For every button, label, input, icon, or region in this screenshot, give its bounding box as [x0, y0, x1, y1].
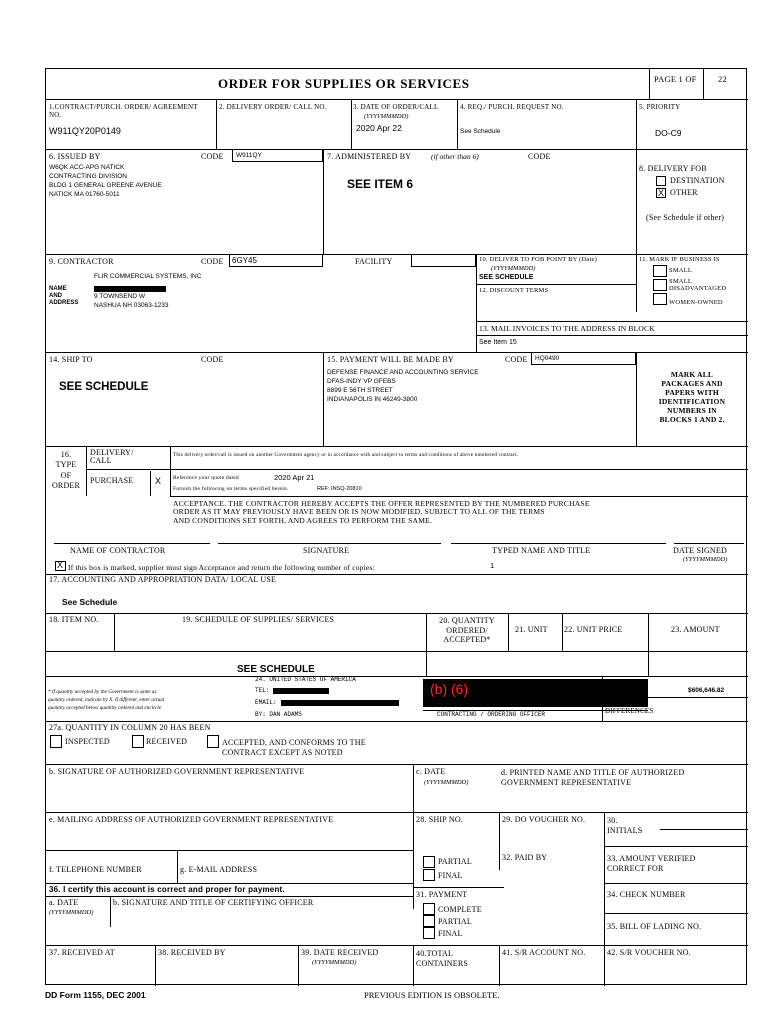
page-label: PAGE 1 OF	[654, 74, 697, 84]
request-number: See Schedule	[460, 128, 501, 135]
block31-label: 31. PAYMENT	[416, 890, 468, 899]
block5-label: 5. PRIORITY	[639, 103, 681, 111]
block9-label: 9. CONTRACTOR	[49, 257, 114, 266]
disadvantaged-label: SMALL DISADVANTAGED	[669, 278, 727, 292]
block14-code-label: CODE	[201, 355, 224, 364]
typed-name-label: TYPED NAME AND TITLE	[492, 546, 591, 555]
block25-label: 25. TOTAL	[605, 687, 645, 696]
block35-label: 35. BILL OF LADING NO.	[607, 922, 702, 931]
block19-label: 19. SCHEDULE OF SUPPLIES/ SERVICES	[182, 615, 335, 624]
facility-box	[411, 254, 476, 267]
block27g-label: g. E-MAIL ADDRESS	[180, 865, 258, 874]
block3-sub: (YYYYMMMDD)	[364, 113, 409, 120]
block1-label: 1.CONTRACT/PURCH. ORDER/ AGREEMENT NO.	[49, 103, 198, 119]
title-row	[46, 69, 748, 100]
partial-checkbox[interactable]	[423, 856, 435, 868]
delivery-call-label: DELIVERY/ CALL	[90, 448, 134, 465]
block7-label: 7. ADMINISTERED BY	[327, 152, 412, 161]
block10-sub: (YYYYMMMDD)	[491, 265, 536, 272]
block20-label: 20. QUANTITY ORDERED/ ACCEPTED*	[439, 616, 495, 645]
fob-note: (See Schedule if other)	[646, 213, 725, 222]
mail-invoices-to: See Item 15	[479, 339, 517, 346]
accepted-label: ACCEPTED, AND CONFORMS TO THE CONTRACT EXCEPT AS NOTED	[222, 738, 366, 757]
form-identifier: DD Form 1155, DEC 2001	[45, 990, 146, 1000]
dd-form-1155	[45, 68, 747, 985]
received-checkbox[interactable]	[132, 735, 144, 748]
block36a-sub: (YYYYMMMDD)	[49, 909, 94, 916]
block11-label: 11. MARK IF BUSINESS IS	[639, 256, 720, 263]
mark-all-packages: MARK ALL PACKAGES AND PAPERS WITH IDENTIFICATION NUMBERS IN BLOCKS 1 AND 2.	[658, 370, 726, 424]
accepted-checkbox[interactable]	[207, 735, 219, 748]
complete-label: COMPLETE	[438, 905, 482, 914]
block15-code-label: CODE	[505, 355, 528, 364]
redaction-bar	[94, 286, 166, 292]
issuer-line-3: BLDG 1 GENERAL GREENE AVENUE	[49, 182, 162, 189]
small-label: SMALL	[669, 267, 693, 274]
received-label: RECEIVED	[146, 737, 188, 746]
block17-label: 17. ACCOUNTING AND APPROPRIATION DATA/ LOCAL USE	[49, 575, 277, 584]
schedule-of-supplies: SEE SCHEDULE	[237, 664, 315, 675]
order-date: 2020 Apr 22	[356, 123, 402, 133]
block27c-sub: (YYYYMMMDD)	[424, 779, 469, 786]
payment-final-checkbox[interactable]	[423, 927, 435, 939]
block14-label: 14. SHIP TO	[49, 355, 93, 364]
payer-line-2: DFAS-INDY VP GFEBS	[327, 378, 396, 385]
block29-label: 29. DO VOUCHER NO.	[502, 815, 586, 824]
date-signed-label: DATE SIGNED	[673, 546, 727, 555]
purchase-label: PURCHASE	[90, 476, 134, 485]
delivery-call-text: This delivery order/call is issued on another Government agency or in accordance with and subject to terms and conditions of above numbered contract.	[173, 452, 519, 458]
facility-label: FACILITY	[355, 257, 393, 266]
block37-label: 37. RECEIVED AT	[49, 948, 115, 957]
payment-partial-label: PARTIAL	[438, 917, 472, 926]
ordering-officer-role: CONTRACTING / ORDERING OFFICER	[437, 711, 546, 718]
quote-date: 2020 Apr 21	[274, 473, 315, 482]
email-redaction	[281, 700, 399, 706]
form-title: ORDER FOR SUPPLIES OR SERVICES	[218, 76, 470, 91]
date-signed-sub: (YYYYMMMDD)	[683, 556, 728, 563]
contract-number: W911QY20P0149	[49, 126, 121, 136]
administered-by: SEE ITEM 6	[347, 177, 414, 191]
small-checkbox[interactable]	[653, 265, 667, 277]
block12-label: 12. DISCOUNT TERMS	[479, 287, 549, 294]
block39-label: 39. DATE RECEIVED	[301, 948, 379, 957]
block33-label: 33. AMOUNT VERIFIED CORRECT FOR	[607, 854, 696, 874]
block36-label: 36. I certify this account is correct and proper for payment.	[49, 885, 285, 894]
payer-line-4: INDIANAPOLIS IN 46249-3800	[327, 396, 418, 403]
block27d-label: d. PRINTED NAME AND TITLE OF AUTHORIZED GOVERNMENT REPRESENTATIVE	[501, 768, 685, 787]
block40-label: 40.TOTAL CONTAINERS	[416, 949, 469, 969]
block6-code-label: CODE	[201, 152, 224, 161]
block27e-label: e. MAILING ADDRESS OF AUTHORIZED GOVERNMENT REPRESENTATIVE	[49, 815, 334, 824]
destination-checkbox[interactable]	[656, 176, 666, 186]
issuer-line-1: W6QK ACC-APG NATICK	[49, 164, 125, 171]
accounting-data: See Schedule	[62, 597, 118, 607]
block41-label: 41. S/R ACCOUNT NO.	[502, 948, 586, 957]
block42-label: 42. S/R VOUCHER NO.	[607, 948, 691, 957]
payment-partial-checkbox[interactable]	[423, 915, 435, 927]
tel-redaction	[273, 688, 329, 694]
contractor-address-2: NASHUA NH 03063-1233	[94, 302, 169, 309]
type-of-order-label: 16. TYPE OF ORDER	[51, 450, 81, 491]
obsolete-notice: PREVIOUS EDITION IS OBSOLETE.	[364, 990, 500, 1000]
destination-label: DESTINATION	[670, 176, 725, 185]
block3-label: 3. DATE OF ORDER/CALL	[353, 103, 439, 111]
block13-label: 13. MAIL INVOICES TO THE ADDRESS IN BLOCK	[479, 324, 655, 333]
block27-label: 27a. QUANTITY IN COLUMN 20 HAS BEEN	[49, 723, 211, 732]
purchase-mark: X	[155, 476, 162, 486]
signature-label: SIGNATURE	[303, 546, 350, 555]
block34-label: 34. CHECK NUMBER	[607, 890, 686, 899]
block38-label: 38. RECEIVED BY	[158, 948, 226, 957]
block27b-label: b. SIGNATURE OF AUTHORIZED GOVERNMENT REPRESENTATIVE	[49, 767, 305, 776]
payment-code: HQ0490	[535, 355, 560, 362]
government-quantity-note: * If quantity accepted by the Government is same as quantity ordered, indicate by X. If different, enter actual quantity accepted below quantity ordered and encircle.	[48, 689, 165, 711]
payment-final-label: FINAL	[438, 929, 463, 938]
by-line: BY: DAN ADAMS	[255, 711, 302, 718]
block36a-label: a. DATE	[49, 898, 79, 907]
quote-reference: REF: INSQ-20810	[317, 486, 362, 492]
issuer-line-4: NATICK MA 01760-5011	[49, 191, 120, 198]
block27f-label: f. TELEPHONE NUMBER	[49, 865, 142, 874]
payer-line-3: 8899 E 56TH STREET	[327, 387, 393, 394]
issuer-code: W911QY	[236, 152, 262, 159]
page-total: 22	[718, 74, 727, 84]
block32-label: 32. PAID BY	[502, 853, 548, 862]
block4-label: 4. REQ./ PURCH. REQUEST NO.	[460, 103, 564, 111]
block21-label: 21. UNIT	[515, 625, 548, 634]
other-label: OTHER	[670, 188, 698, 197]
return-copies-mark: X	[57, 560, 64, 570]
final-checkbox[interactable]	[423, 869, 435, 881]
inspected-checkbox[interactable]	[50, 735, 62, 748]
block10-label: 10. DELIVER TO FOB POINT BY (Date)	[479, 256, 597, 263]
block30-label: 30. INITIALS	[607, 816, 643, 836]
quote-ref-prefix: Reference your quote dated	[173, 475, 239, 481]
women-owned-checkbox[interactable]	[653, 293, 667, 305]
deliver-by: SEE SCHEDULE	[479, 274, 534, 281]
inspected-label: INSPECTED	[65, 737, 110, 746]
tel-label: TEL:	[255, 687, 270, 694]
issuer-line-2: CONTRACTING DIVISION	[49, 173, 128, 180]
usa-line: 24. UNITED STATES OF AMERICA	[255, 676, 356, 683]
contractor-code: 6GY45	[232, 256, 257, 265]
total-amount: $606,646.82	[688, 687, 725, 694]
block7-code-label: CODE	[528, 152, 551, 161]
disadvantaged-checkbox[interactable]	[653, 279, 667, 291]
block26-label: 26. DIFFERENCES	[605, 699, 654, 715]
copies-count: 1	[490, 561, 495, 570]
block9-code-label: CODE	[201, 257, 224, 266]
block6-label: 6. ISSUED BY	[49, 152, 101, 161]
block18-label: 18. ITEM NO.	[49, 615, 99, 624]
block15-label: 15. PAYMENT WILL BE MADE BY	[327, 355, 454, 364]
block28-label: 28. SHIP NO.	[416, 815, 463, 824]
contractor-name: FLIR COMMERCIAL SYSTEMS, INC	[94, 273, 202, 280]
final-label: FINAL	[438, 871, 463, 880]
furnish-prefix: Furnish the following on terms specified herein.	[173, 486, 289, 492]
block27c-label: c. DATE	[416, 767, 446, 776]
block36b-label: b. SIGNATURE AND TITLE OF CERTIFYING OFFICER	[113, 898, 314, 907]
redaction-code: (b) (6)	[430, 681, 469, 697]
return-copies-text: If this box is marked, supplier must sign Acceptance and return the following number of copies:	[68, 563, 375, 572]
name-and-address-label: NAME AND ADDRESS	[49, 286, 79, 306]
contractor-address-1: 9 TOWNSEND W	[94, 293, 146, 300]
email-label: EMAIL:	[255, 699, 277, 706]
block7-label-italic: (if other than 6)	[431, 152, 479, 161]
block23-label: 23. AMOUNT	[671, 625, 720, 634]
payer-line-1: DEFENSE FINANCE AND ACCOUNTING SERVICE	[327, 369, 479, 376]
priority: DO-C9	[655, 128, 682, 138]
complete-checkbox[interactable]	[423, 903, 435, 915]
name-of-contractor-label: NAME OF CONTRACTOR	[70, 546, 166, 555]
block2-label: 2. DELIVERY ORDER/ CALL NO.	[219, 103, 327, 111]
block22-label: 22. UNIT PRICE	[564, 625, 623, 634]
women-owned-label: WOMEN-OWNED	[669, 299, 723, 306]
block39-sub: (YYYYMMMDD)	[312, 959, 357, 966]
other-mark: X	[658, 188, 665, 198]
block8-label: 8. DELIVERY FOB	[639, 164, 707, 173]
partial-label: PARTIAL	[438, 857, 472, 866]
ship-to: SEE SCHEDULE	[59, 381, 149, 393]
acceptance-text: ACCEPTANCE. THE CONTRACTOR HEREBY ACCEPTS THE OFFER REPRESENTED BY THE NUMBERED PURCHASE ORDER AS IT MAY PREVIOUSLY HAVE BEEN OR IS NOW MODIFIED, SUBJECT TO ALL OF THE TERMS AND CONDITIONS SET FORTH, AND AGREES TO PERFORM THE SAME.	[173, 499, 590, 525]
